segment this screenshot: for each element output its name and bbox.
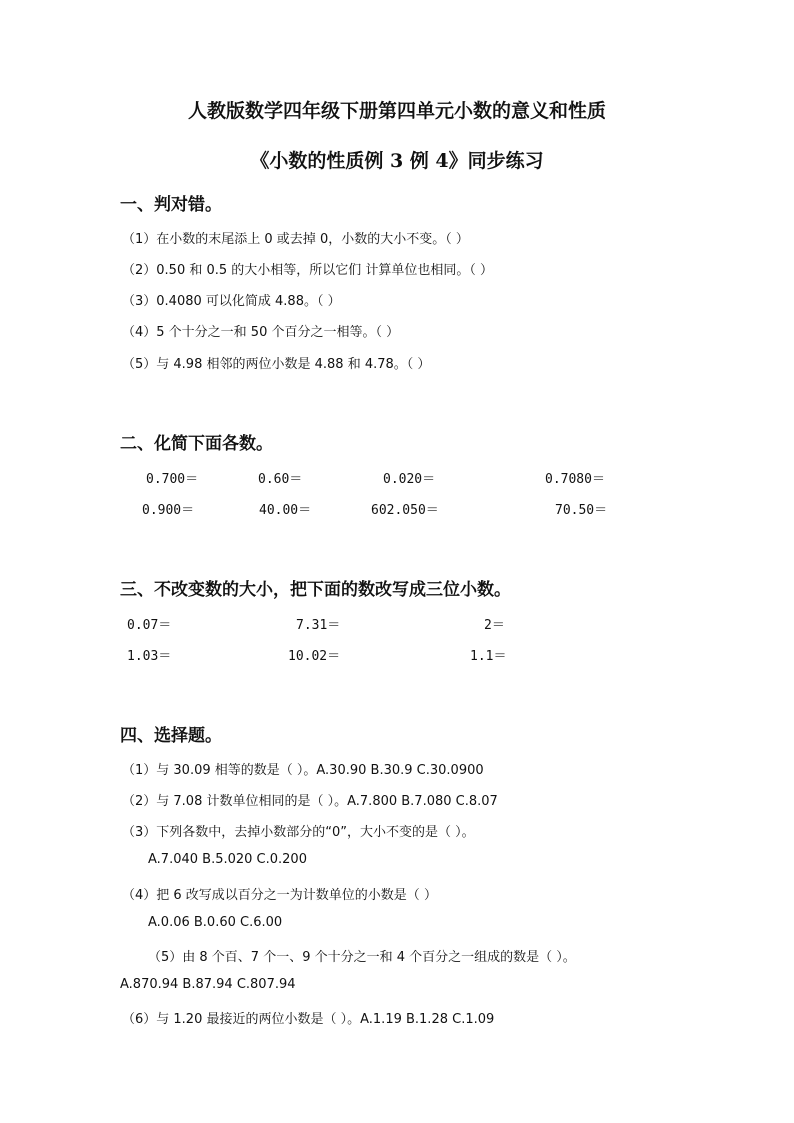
choice-question-5: （5）由 8 个百、7 个一、9 个十分之一和 4 个百分之一组成的数是（ ）。 xyxy=(148,950,576,965)
choice-question-5-options: A.870.94 B.87.94 C.807.94 xyxy=(120,977,296,992)
simplify-item: 0.7080＝ xyxy=(545,472,605,487)
section-1-heading: 一、判对错。 xyxy=(120,195,222,215)
judge-item-4: （4）5 个十分之一和 50 个百分之一相等。（ ） xyxy=(122,325,400,340)
simplify-item: 0.60＝ xyxy=(258,472,303,487)
rewrite-item: 1.03＝ xyxy=(127,649,172,664)
rewrite-item: 7.31＝ xyxy=(296,618,341,633)
choice-question-2: （2）与 7.08 计数单位相同的是（ ）。A.7.800 B.7.080 C.8.07 xyxy=(122,794,498,809)
choice-question-1: （1）与 30.09 相等的数是（ ）。A.30.90 B.30.9 C.30.0900 xyxy=(122,763,484,778)
choice-question-3: （3）下列各数中，去掉小数部分的“0”，大小不变的是（ ）。 xyxy=(122,825,475,840)
rewrite-item: 2＝ xyxy=(484,618,505,633)
section-2-heading: 二、化简下面各数。 xyxy=(120,434,273,454)
judge-item-2: （2）0.50 和 0.5 的大小相等，所以它们 计算单位也相同。（ ） xyxy=(122,263,494,278)
section-4-heading: 四、选择题。 xyxy=(120,726,222,746)
page-title: 人教版数学四年级下册第四单元小数的意义和性质 xyxy=(187,100,606,122)
choice-question-4-options: A.0.06 B.0.60 C.6.00 xyxy=(148,915,283,930)
rewrite-item: 10.02＝ xyxy=(288,649,341,664)
choice-question-3-options: A.7.040 B.5.020 C.0.200 xyxy=(148,852,307,867)
judge-item-3: （3）0.4080 可以化简成 4.88。（ ） xyxy=(122,294,341,309)
page-subtitle: 《小数的性质例 3 例 4》同步练习 xyxy=(250,150,544,172)
section-3-heading: 三、不改变数的大小，把下面的数改写成三位小数。 xyxy=(120,580,511,600)
simplify-item: 40.00＝ xyxy=(259,503,312,518)
judge-item-1: （1）在小数的末尾添上 0 或去掉 0，小数的大小不变。（ ） xyxy=(122,232,469,247)
simplify-item: 0.020＝ xyxy=(383,472,436,487)
rewrite-item: 1.1＝ xyxy=(470,649,507,664)
simplify-item: 602.050＝ xyxy=(371,503,439,518)
choice-question-6: （6）与 1.20 最接近的两位小数是（ ）。A.1.19 B.1.28 C.1.09 xyxy=(122,1012,495,1027)
judge-item-5: （5）与 4.98 相邻的两位小数是 4.88 和 4.78。（ ） xyxy=(122,357,431,372)
simplify-item: 0.900＝ xyxy=(142,503,195,518)
simplify-item: 0.700＝ xyxy=(146,472,199,487)
choice-question-4: （4）把 6 改写成以百分之一为计数单位的小数是（ ） xyxy=(122,888,437,903)
simplify-item: 70.50＝ xyxy=(555,503,608,518)
rewrite-item: 0.07＝ xyxy=(127,618,172,633)
